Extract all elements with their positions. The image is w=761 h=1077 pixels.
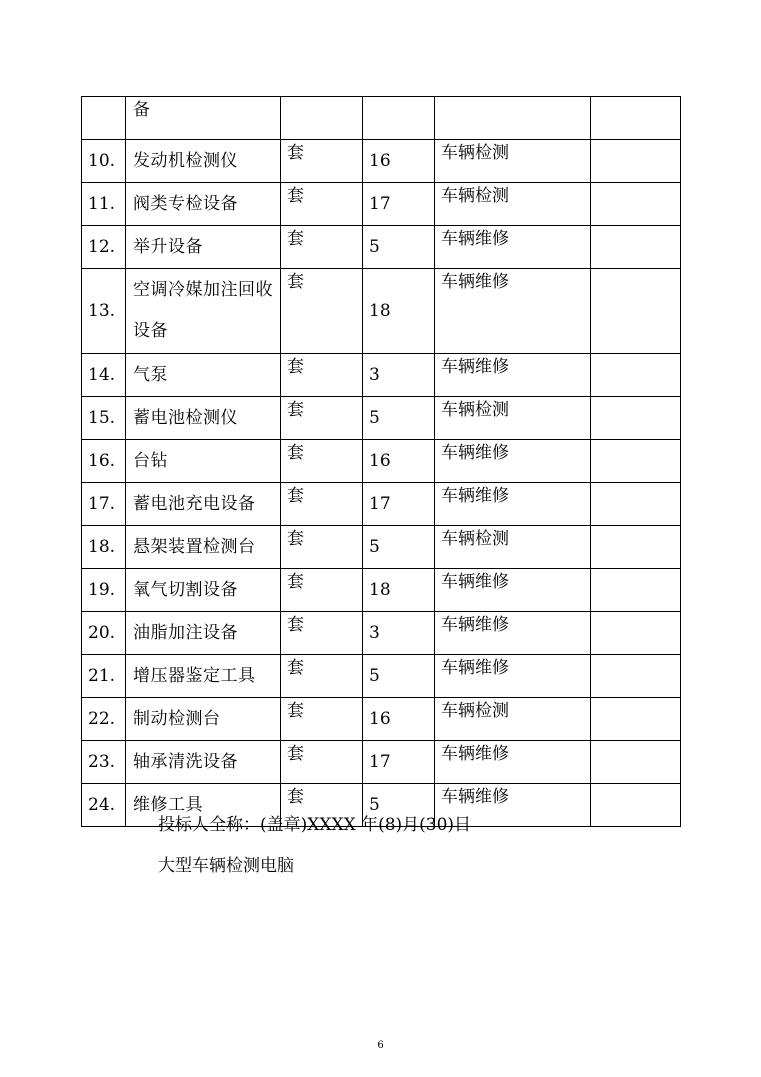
table-row (82, 655, 681, 698)
cell-number: 22. (82, 698, 126, 741)
cell-quantity (363, 97, 435, 140)
cell-note (591, 612, 681, 655)
table-row (82, 698, 681, 741)
cell-number: 18. (82, 526, 126, 569)
table-row (82, 526, 681, 569)
cell-unit: 套 (281, 698, 363, 741)
cell-number: 23. (82, 741, 126, 784)
cell-usage: 车辆维修 (435, 483, 591, 526)
cell-item-name: 阀类专检设备 (126, 183, 281, 226)
cell-quantity: 18 (363, 569, 435, 612)
table-row (82, 397, 681, 440)
cell-usage: 车辆检测 (435, 183, 591, 226)
cell-note (591, 483, 681, 526)
bidder-signature-line: 投标人全称：(盖章)XXXX 年(8)月(30)日 (158, 815, 472, 835)
cell-quantity: 5 (363, 397, 435, 440)
cell-unit: 套 (281, 397, 363, 440)
cell-note (591, 526, 681, 569)
cell-item-name: 蓄电池充电设备 (126, 483, 281, 526)
cell-number: 24. (82, 784, 126, 827)
cell-usage: 车辆检测 (435, 140, 591, 183)
cell-number: 12. (82, 226, 126, 269)
cell-usage: 车辆维修 (435, 269, 591, 354)
cell-item-name: 气泵 (126, 354, 281, 397)
cell-quantity: 5 (363, 784, 435, 827)
cell-note (591, 397, 681, 440)
cell-quantity: 17 (363, 483, 435, 526)
cell-usage: 车辆检测 (435, 698, 591, 741)
cell-note (591, 784, 681, 827)
cell-number: 16. (82, 440, 126, 483)
cell-item-name: 蓄电池检测仪 (126, 397, 281, 440)
page-number: 6 (377, 1040, 384, 1051)
cell-item-name: 举升设备 (126, 226, 281, 269)
cell-quantity: 5 (363, 655, 435, 698)
cell-unit (281, 97, 363, 140)
table-row (82, 183, 681, 226)
cell-unit: 套 (281, 612, 363, 655)
cell-note (591, 741, 681, 784)
cell-note (591, 655, 681, 698)
cell-note (591, 183, 681, 226)
cell-item-name: 轴承清洗设备 (126, 741, 281, 784)
cell-item-name: 增压器鉴定工具 (126, 655, 281, 698)
cell-item-name: 油脂加注设备 (126, 612, 281, 655)
cell-usage: 车辆检测 (435, 397, 591, 440)
table-row (82, 483, 681, 526)
table-row-continued (82, 97, 681, 140)
cell-usage: 车辆维修 (435, 655, 591, 698)
cell-usage: 车辆维修 (435, 612, 591, 655)
cell-number: 11. (82, 183, 126, 226)
cell-unit: 套 (281, 569, 363, 612)
cell-number (82, 97, 126, 140)
cell-note (591, 269, 681, 354)
cell-quantity: 5 (363, 226, 435, 269)
cell-item-name: 备 (126, 97, 281, 140)
cell-unit: 套 (281, 226, 363, 269)
cell-usage: 车辆维修 (435, 569, 591, 612)
cell-item-name: 发动机检测仪 (126, 140, 281, 183)
cell-quantity: 17 (363, 741, 435, 784)
cell-quantity: 16 (363, 440, 435, 483)
cell-quantity: 16 (363, 698, 435, 741)
cell-number: 21. (82, 655, 126, 698)
cell-number: 15. (82, 397, 126, 440)
cell-number: 14. (82, 354, 126, 397)
cell-usage: 车辆维修 (435, 226, 591, 269)
cell-number: 10. (82, 140, 126, 183)
cell-item-name: 维修工具 (126, 784, 281, 827)
cell-note (591, 569, 681, 612)
cell-number: 13. (82, 269, 126, 354)
cell-item-name: 空调冷媒加注回收 设备 (126, 269, 281, 354)
table-row (82, 269, 681, 354)
cell-quantity: 3 (363, 354, 435, 397)
cell-number: 20. (82, 612, 126, 655)
cell-note (591, 97, 681, 140)
cell-item-name: 台钻 (126, 440, 281, 483)
cell-usage: 车辆维修 (435, 354, 591, 397)
cell-unit: 套 (281, 784, 363, 827)
table-row (82, 354, 681, 397)
table-row (82, 226, 681, 269)
cell-usage: 车辆维修 (435, 440, 591, 483)
table-row (82, 741, 681, 784)
cell-item-name: 氧气切割设备 (126, 569, 281, 612)
equipment-table-body (82, 97, 681, 827)
cell-note (591, 226, 681, 269)
cell-item-name: 悬架装置检测台 (126, 526, 281, 569)
table-row (82, 569, 681, 612)
cell-usage: 车辆检测 (435, 526, 591, 569)
cell-unit: 套 (281, 655, 363, 698)
table-row (82, 612, 681, 655)
table-row (82, 140, 681, 183)
cell-unit: 套 (281, 526, 363, 569)
cell-quantity: 17 (363, 183, 435, 226)
cell-quantity: 3 (363, 612, 435, 655)
cell-usage: 车辆维修 (435, 784, 591, 827)
cell-usage (435, 97, 591, 140)
cell-item-name: 制动检测台 (126, 698, 281, 741)
cell-unit: 套 (281, 354, 363, 397)
cell-number: 19. (82, 569, 126, 612)
cell-number: 17. (82, 483, 126, 526)
cell-unit: 套 (281, 440, 363, 483)
cell-quantity: 18 (363, 269, 435, 354)
cell-quantity: 5 (363, 526, 435, 569)
cell-quantity: 16 (363, 140, 435, 183)
cell-unit: 套 (281, 483, 363, 526)
cell-unit: 套 (281, 140, 363, 183)
cell-usage: 车辆维修 (435, 741, 591, 784)
cell-note (591, 698, 681, 741)
cell-unit: 套 (281, 183, 363, 226)
cell-note (591, 140, 681, 183)
cell-unit: 套 (281, 269, 363, 354)
cell-note (591, 440, 681, 483)
table-row (82, 440, 681, 483)
equipment-table (81, 96, 681, 827)
section-subtitle: 大型车辆检测电脑 (158, 856, 294, 876)
cell-unit: 套 (281, 741, 363, 784)
cell-note (591, 354, 681, 397)
